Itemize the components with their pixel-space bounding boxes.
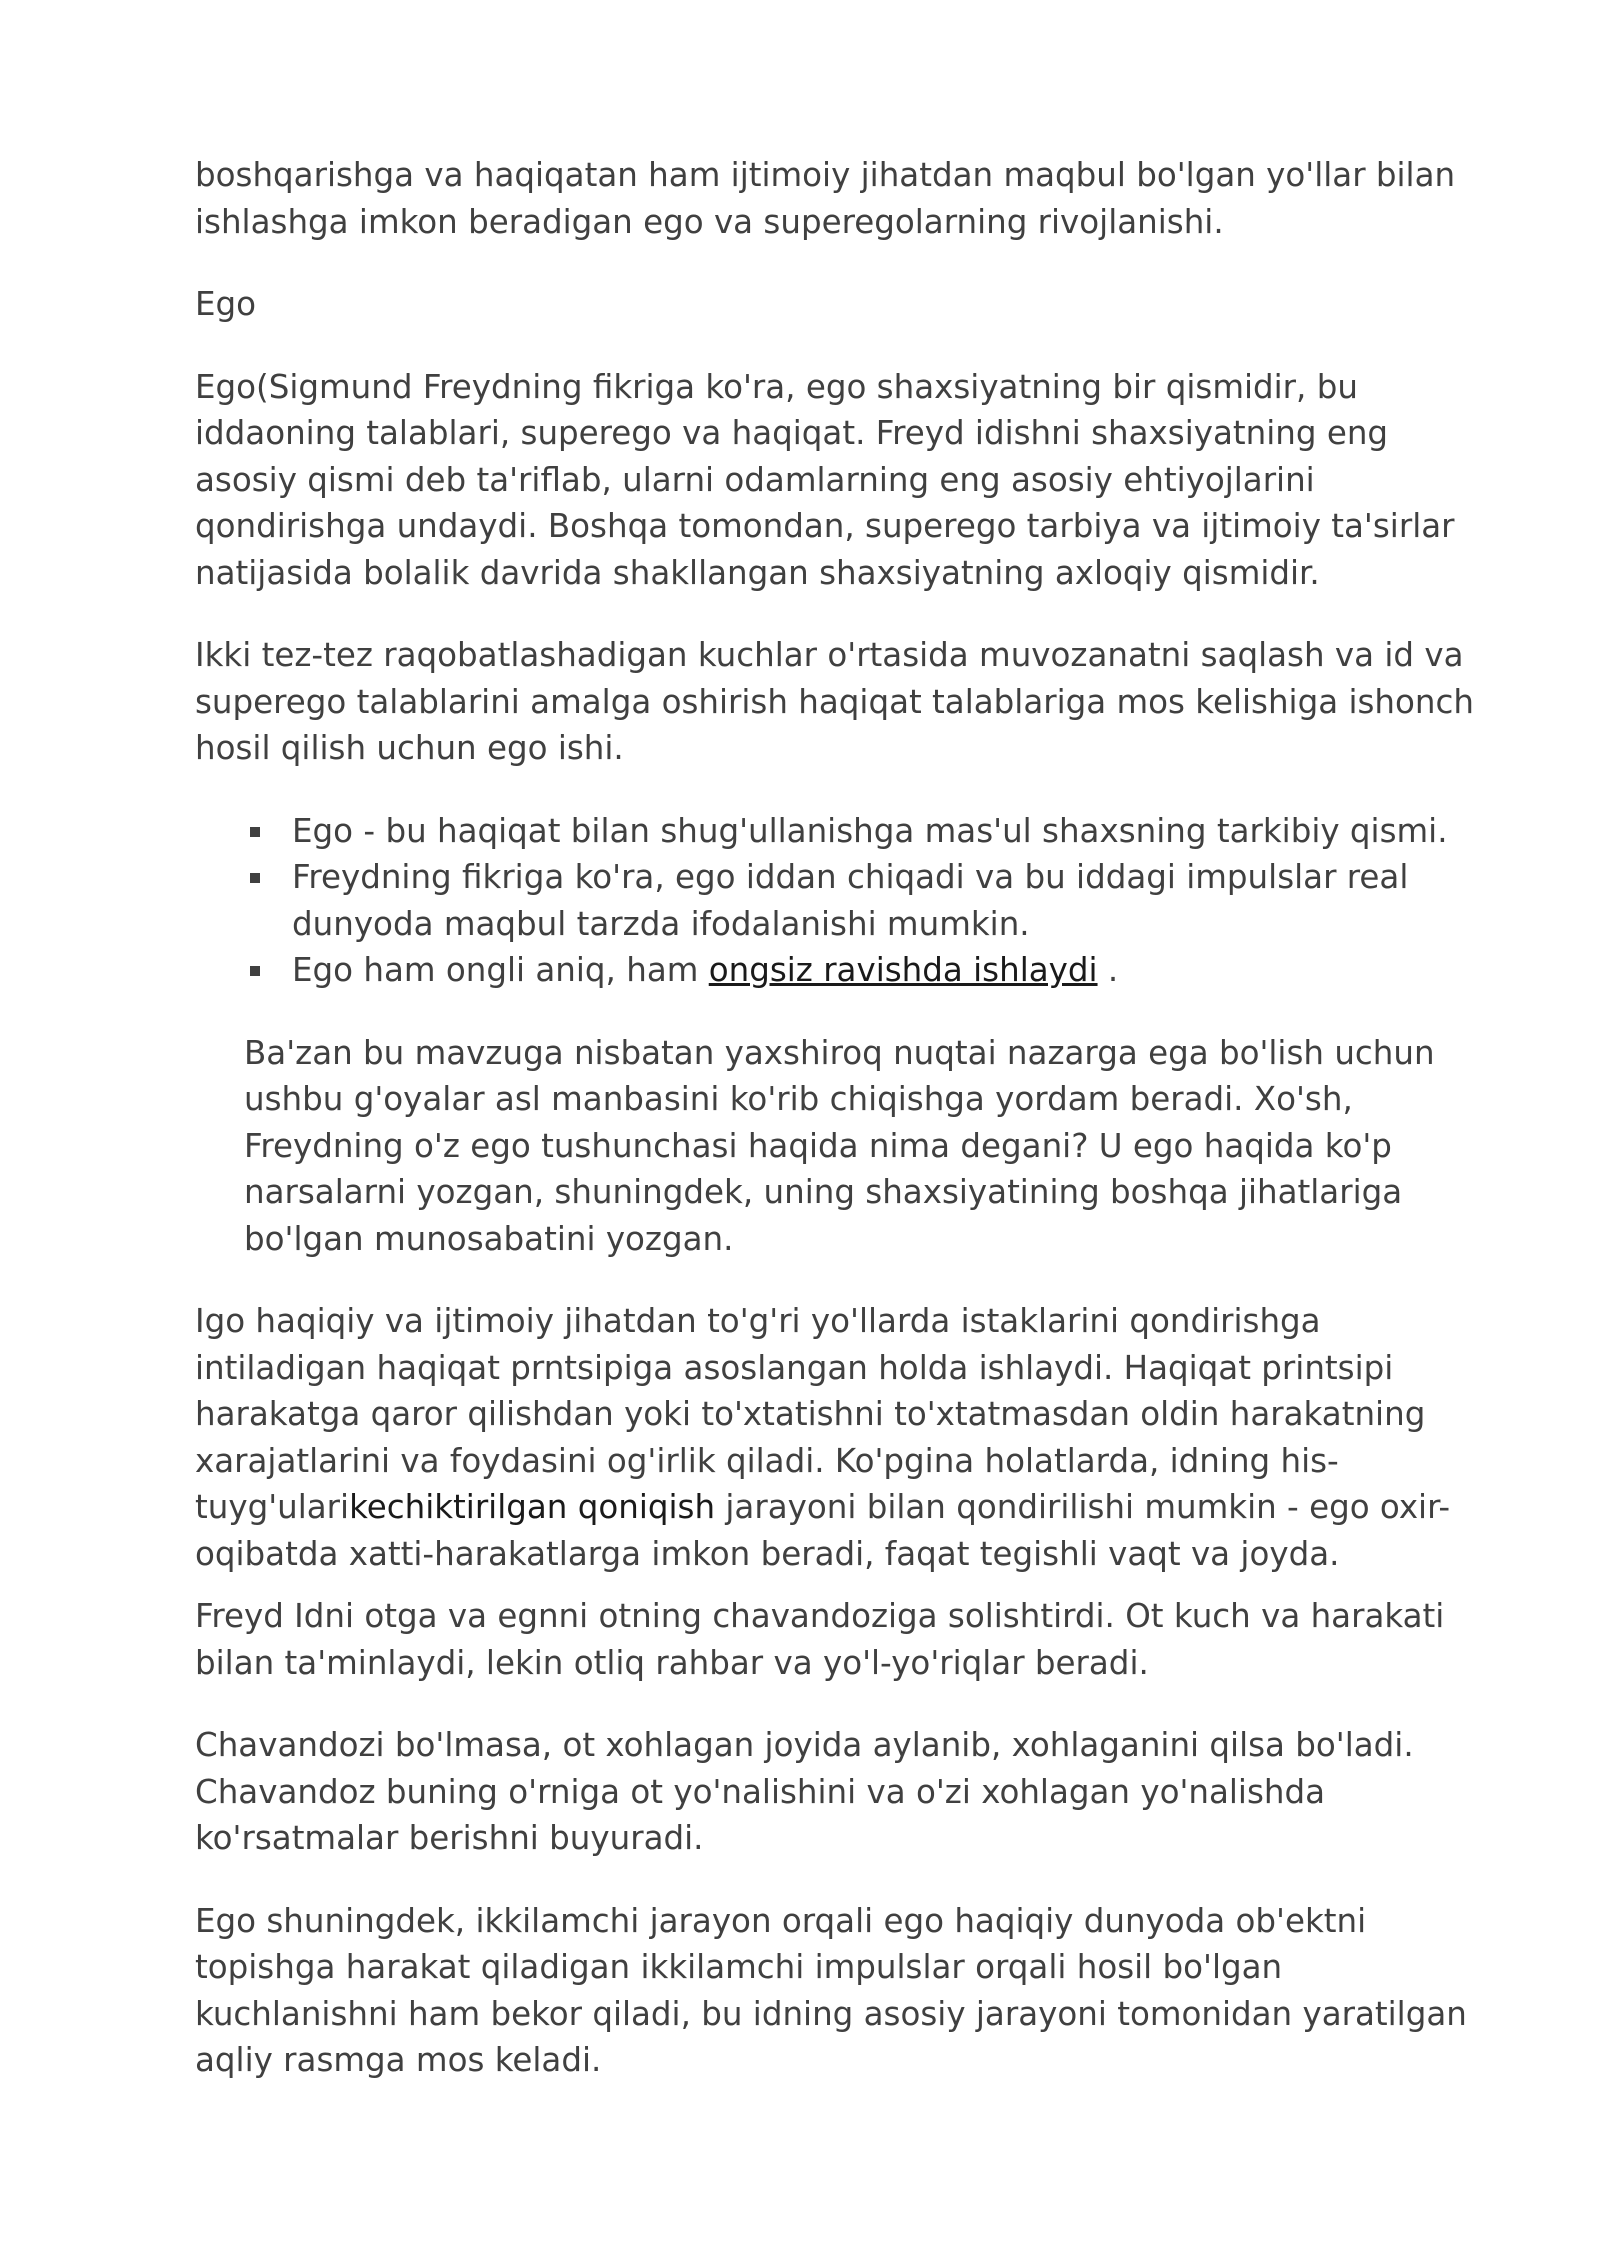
paragraph-horse-rider: Freyd Idni otga va egnni otning chavandoziga solishtirdi. Ot kuch va harakati bilan ta'minlaydi, lekin otliq rahbar va yo'l-yo'riqlar beradi.: [195, 1597, 1445, 1682]
paragraph-secondary-process: Ego shuningdek, ikkilamchi jarayon orqali ego haqiqiy dunyoda ob'ektni topishga harakat qiladigan ikkilamchi impulslar orqali hosil bo'lgan kuchlanishni ham bekor qiladi, bu idning asosiy jarayoni tomonidan yaratilgan aqliy rasmga mos keladi.: [195, 1901, 1467, 2079]
paragraph-ego-definition: Ego(Sigmund Freydning fikriga ko'ra, ego shaxsiyatning bir qismidir, bu iddaoning talablari, superego va haqiqat. Freyd idishni shaxsiyatning eng asosiy qismi deb ta'riflab, ularni odamlarning eng asosiy ehtiyojlarini qondirishga undaydi. Boshqa tomondan, superego tarbiya va ijtimoiy ta'sirlar natijasida bolalik davrida shakllangan shaxsiyatning axloqiy qismidir.: [195, 367, 1455, 592]
intro-paragraph: boshqarishga va haqiqatan ham ijtimoiy jihatdan maqbul bo'lgan yo'llar bilan ishlashga imkon beradigan ego va superegolarning rivojlanishi.: [195, 156, 1456, 241]
list-item: [292, 808, 1485, 855]
square-bullet-icon: [250, 827, 260, 837]
unconscious-link[interactable]: ongsiz ravishda ishlaydi: [708, 951, 1098, 989]
paragraph-reality-principle: [195, 1298, 1485, 1577]
paragraph-text-prefix: Igo haqiqiy va ijtimoiy jihatdan to'g'ri yo'llarda istaklarini qondirishga intiladigan haqiqat prntsipiga asoslangan holda ishlaydi. Haqiqat printsipi harakatga qaror qilishdan yoki to'xtatishni to'xtatmasdan oldin harakatning xarajatlarini va foydasini og'irlik qiladi. Ko'pgina holatlarda, idning his-tuyg'ulari: [195, 1302, 1426, 1526]
bullet-list: [195, 808, 1485, 994]
list-item-text: Ego - bu haqiqat bilan shug'ullanishga mas'ul shaxsning tarkibiy qismi.: [292, 811, 1448, 850]
list-item: [292, 947, 1485, 994]
paragraph-text-suffix: jarayoni bilan qondirilishi mumkin - ego oxir-oqibatda xatti-harakatlarga imkon beradi, faqat tegishli vaqt va joyda.: [195, 1488, 1451, 1573]
square-bullet-icon: [250, 966, 260, 976]
list-item: [292, 854, 1485, 947]
list-item-text-prefix: Ego ham ongli aniq, ham: [292, 951, 709, 989]
section-heading-ego: Ego: [195, 285, 257, 323]
paragraph-rider: Chavandozi bo'lmasa, ot xohlagan joyida aylanib, xohlaganini qilsa bo'ladi. Chavandoz buning o'rniga ot yo'nalishini va o'zi xohlagan yo'nalishda ko'rsatmalar berishni buyuradi.: [195, 1726, 1414, 1857]
document-page: [195, 152, 1485, 2084]
delayed-gratification-term: kechiktirilgan qoniqish: [349, 1488, 716, 1526]
list-item-text-suffix: .: [1097, 951, 1119, 989]
paragraph-ego-balance: Ikki tez-tez raqobatlashadigan kuchlar o'rtasida muvozanatni saqlash va id va superego talablarini amalga oshirish haqiqat talablariga mos kelishiga ishonch hosil qilish uchun ego ishi.: [195, 636, 1474, 767]
indented-paragraph: Ba'zan bu mavzuga nisbatan yaxshiroq nuqtai nazarga ega bo'lish uchun ushbu g'oyalar asl manbasini ko'rib chiqishga yordam beradi. Xo'sh, Freydning o'z ego tushunchasi haqida nima degani? U ego haqida ko'p narsalarni yozgan, shuningdek, uning shaxsiyatining boshqa jihatlariga bo'lgan munosabatini yozgan.: [244, 1033, 1435, 1258]
list-item-text: Freydning fikriga ko'ra, ego iddan chiqadi va bu iddagi impulslar real dunyoda maqbul tarzda ifodalanishi mumkin.: [292, 858, 1409, 943]
square-bullet-icon: [250, 873, 260, 883]
